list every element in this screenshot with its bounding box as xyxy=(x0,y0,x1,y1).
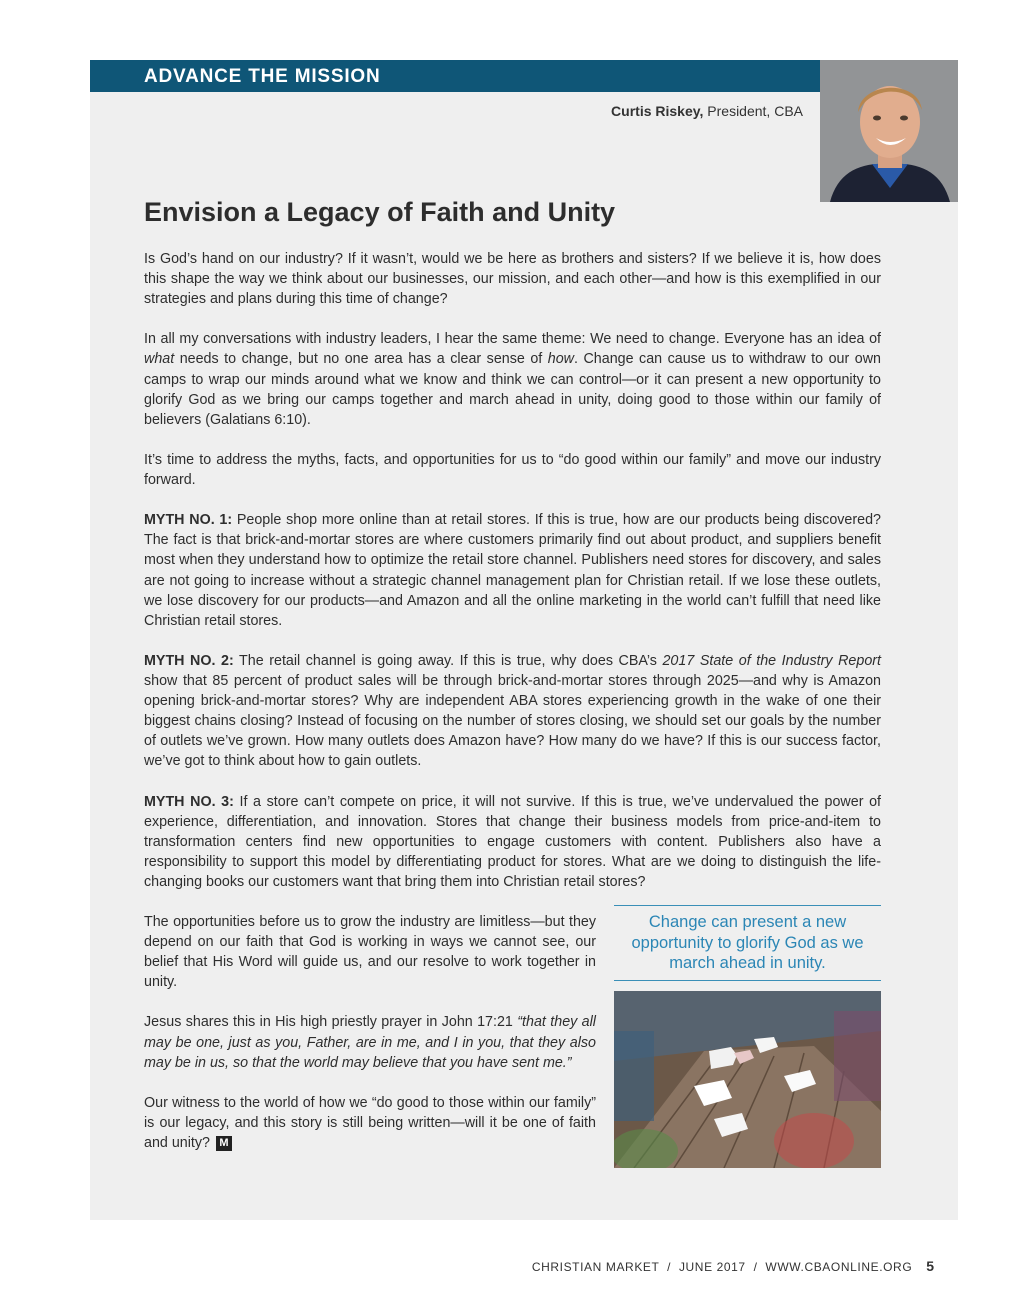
text-run: Our witness to the world of how we “do good to those within our family” is our legacy, and this story is still being written—will it be one of faith and unity? xyxy=(144,1094,596,1152)
author-byline xyxy=(611,103,803,119)
text-run: . Change can cause us to withdraw to our own camps to wrap our minds around what we know and think we can control—or it can present a new opportunity to glorify God as we bring our camps together and march ahead in unity, doing good to those within our family of believers (Galatians 6:10). xyxy=(144,351,881,428)
paragraph-intro: Is God’s hand on our industry? If it wasn’t, would we be here as brothers and sisters? If we believe it is, how does this shape the way we think about our businesses, our mission, and each other—and how is this exemplified in our strategies and plans during this time of change? xyxy=(144,251,881,308)
text-run: show that 85 percent of product sales will be through brick-and-mortar stores through 2025—and why is Amazon opening brick-and-mortar stores? Why are independent ABA stores experiencing growth in the wake of one their biggest chains closing? Instead of focusing on the number of stores closing, we should set our goals by the number of outlets we’ve grown. How many outlets does Amazon have? How many do we have? If this is our success factor, we’ve got to think about how to gain outlets. xyxy=(144,672,881,770)
puzzle-pieces-image xyxy=(614,991,881,1168)
author-portrait-image xyxy=(820,60,958,202)
paragraph-conversations xyxy=(144,329,881,429)
text-run: Jesus shares this in His high priestly prayer in John 17:21 xyxy=(144,1014,518,1031)
section-banner xyxy=(90,60,820,92)
emphasis-what: what xyxy=(144,351,175,368)
paragraph-legacy xyxy=(144,1093,596,1153)
paragraph-opportunities: The opportunities before us to grow the industry are limitless—but they depend on our faith that God is working in ways we cannot see, our belief that His Word will guide us, and our resolve to work together in unity. xyxy=(144,914,596,991)
paragraph-myth-2 xyxy=(144,651,881,772)
footer-separator: / xyxy=(667,1260,672,1274)
author-photo xyxy=(820,60,958,202)
footer-website[interactable]: WWW.CBAONLINE.ORG xyxy=(765,1260,913,1274)
scripture-quote: “that they all may be one, just as you, Father, are in me, and I in you, that they also may be in us, so that the world may believe that you have sent me.” xyxy=(144,1014,596,1071)
footer-separator: / xyxy=(753,1260,758,1274)
section-title: ADVANCE THE MISSION xyxy=(144,66,381,87)
pull-quote xyxy=(614,905,881,981)
text-run: needs to change, but no one area has a clear sense of xyxy=(174,351,548,368)
paragraph-myth-1 xyxy=(144,510,881,631)
pull-quote-text: Change can present a new opportunity to glorify God as we march ahead in unity. xyxy=(631,913,864,973)
puzzle-table-photo xyxy=(614,991,881,1168)
article-headline: Envision a Legacy of Faith and Unity xyxy=(144,197,616,227)
author-role: President, CBA xyxy=(703,103,803,119)
footer-publication: CHRISTIAN MARKET xyxy=(531,1260,660,1274)
myth-3-label: MYTH NO. 3: xyxy=(144,793,234,810)
footer-date: JUNE 2017 xyxy=(678,1260,746,1274)
paragraph-address-myths: It’s time to address the myths, facts, and opportunities for us to “do good within our family” and move our industry forward. xyxy=(144,451,881,489)
text-run: The retail channel is going away. If this is true, why does CBA’s xyxy=(233,652,663,669)
myth-1-text: People shop more online than at retail stores. If this is true, how are our products being discovered? The fact is that brick-and-mortar stores are where customers primarily find out about product, and suppliers benefit most when they understand how to optimize the retail store channel. Publishers need stores for discovery, and sales are not going to increase without a strategic channel management plan for Christian retail. If we lose these outlets, we lose discovery for our products—and Amazon and all the online marketing in the world can’t fulfill that need like Christian retail stores. xyxy=(144,512,881,629)
end-mark-icon: M xyxy=(216,1136,232,1151)
closing-column xyxy=(144,912,596,1173)
page-number: 5 xyxy=(926,1258,934,1274)
paragraph-scripture xyxy=(144,1012,596,1072)
author-name: Curtis Riskey, xyxy=(611,103,704,119)
myth-3-text: If a store can’t compete on price, it will not survive. If this is true, we’ve undervalued the power of experience, differentiation, and innovation. Stores that change their business models from price-and-item to transformation centers find new opportunities to engage customers with content. Publishers also have a responsibility to support this model by differentiating product for stores. What are we doing to distinguish the life-changing books our customers want that bring them into Christian retail stores? xyxy=(144,793,882,890)
emphasis-how: how xyxy=(547,351,574,368)
text-run: In all my conversations with industry leaders, I hear the same theme: We need to change. Everyone has an idea of xyxy=(144,331,881,348)
report-title: 2017 State of the Industry Report xyxy=(662,652,882,669)
paragraph-myth-3 xyxy=(144,792,881,892)
myth-1-label: MYTH NO. 1: xyxy=(144,512,233,529)
page-footer xyxy=(532,1258,934,1274)
myth-2-label: MYTH NO. 2: xyxy=(144,652,234,669)
article-body xyxy=(144,249,881,912)
